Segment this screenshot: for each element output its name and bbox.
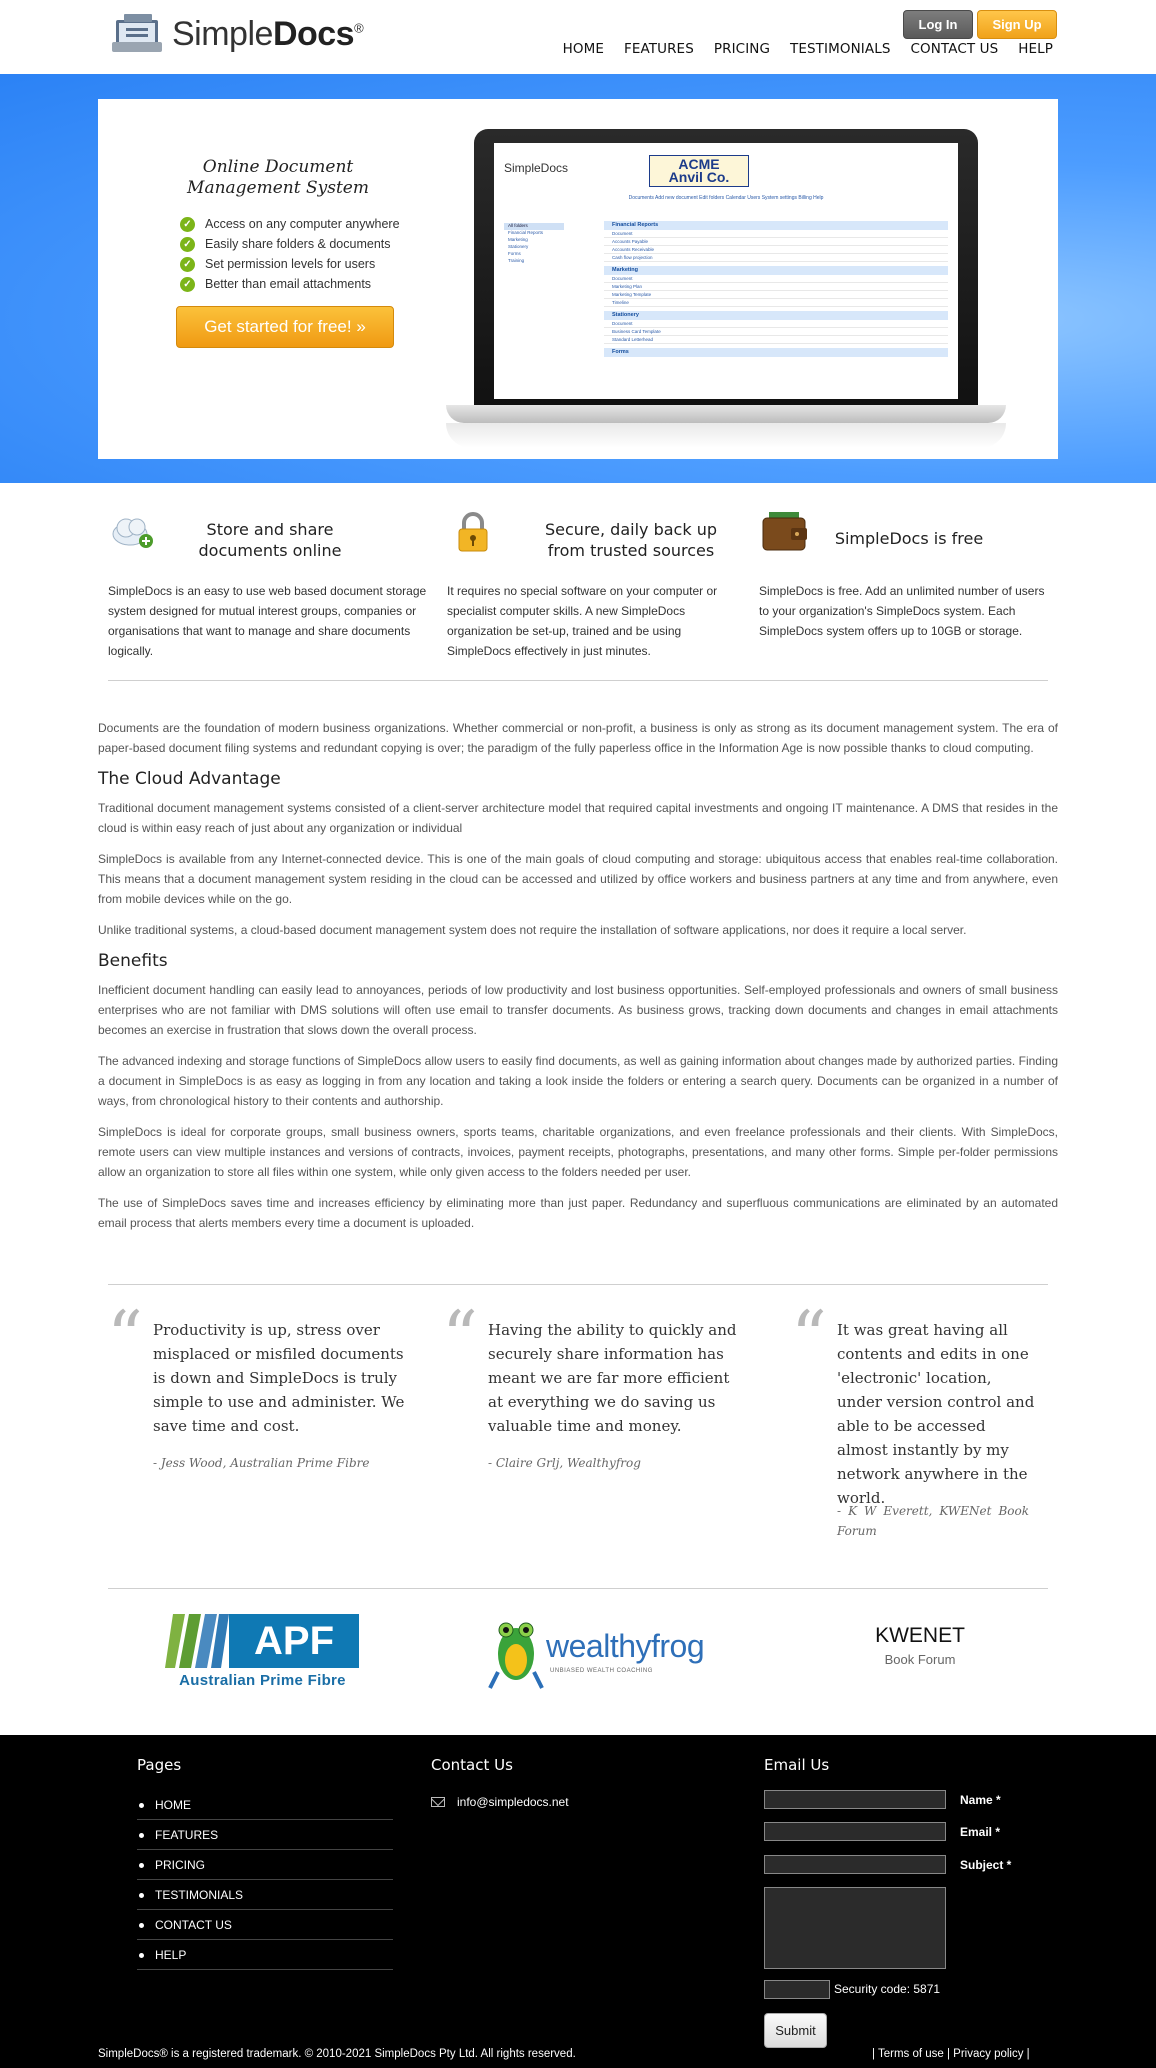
logo-icon bbox=[110, 12, 166, 56]
quote-icon: “ bbox=[791, 1296, 827, 1378]
hero-panel bbox=[98, 99, 1058, 459]
wallet-icon bbox=[761, 510, 809, 554]
nav-pricing[interactable]: PRICING bbox=[713, 41, 771, 57]
screenshot-menu: Documents Add new document Edit folders Calendar Users System settings Billing Help bbox=[628, 195, 824, 201]
hero-bullet: ✓ Set permission levels for users bbox=[180, 254, 400, 274]
hero-banner bbox=[0, 74, 1156, 483]
screenshot-folders: Financial Reports Document Accounts Payable Accounts Receivable Cash flow projection Marketing Document Marketing Plan Marketing Template Timeline Stationery Document Business Card Template Standard Letterhead Forms bbox=[604, 221, 948, 361]
laptop-base bbox=[446, 405, 1006, 423]
footer-link-testimonials[interactable]: TESTIMONIALS bbox=[137, 1880, 393, 1910]
apf-stripes-icon bbox=[165, 1614, 229, 1668]
check-icon: ✓ bbox=[180, 237, 195, 252]
paragraph: The use of SimpleDocs saves time and increases efficiency by eliminating more than just paper. Redundancy and superfluous communications are eliminated by an automated email process that alerts members every time a document is uploaded. bbox=[98, 1196, 1058, 1230]
kwenet-title: KWENET bbox=[875, 1624, 965, 1647]
laptop-screenshot bbox=[446, 129, 1006, 454]
paragraph: Unlike traditional systems, a cloud-based document management system does not require the installation of software applications, nor does it require a local server. bbox=[98, 923, 967, 937]
laptop-reflection bbox=[446, 423, 1006, 448]
submit-button[interactable]: Submit bbox=[764, 2013, 827, 2048]
logo-text: SimpleDocs® bbox=[172, 14, 364, 53]
testimonial-text: It was great having all contents and edits in one 'electronic' location, under version control and able to be accessed almost instantly by my network anywhere in the world. bbox=[837, 1321, 1035, 1507]
login-button[interactable]: Log In bbox=[903, 10, 973, 39]
testimonial-text: Productivity is up, stress over misplaced or misfiled documents is down and SimpleDocs is truly simple to use and administer. We save time and cost. bbox=[153, 1321, 405, 1435]
get-started-button[interactable]: Get started for free! » bbox=[176, 306, 394, 348]
check-icon: ✓ bbox=[180, 277, 195, 292]
hero-feature-list bbox=[180, 214, 400, 294]
quote-icon: “ bbox=[107, 1296, 143, 1378]
wealthyfrog-wordmark: wealthyfrog bbox=[546, 1628, 705, 1664]
testimonial-text: Having the ability to quickly and securely share information has meant we are far more efficient at everything we do saving us valuable time and money. bbox=[488, 1321, 737, 1435]
footer-link-contact-us[interactable]: CONTACT US bbox=[137, 1910, 393, 1940]
copyright: SimpleDocs® is a registered trademark. © 2010-2021 SimpleDocs Pty Ltd. All rights reserved. bbox=[98, 2048, 576, 2060]
paragraph: Traditional document management systems consisted of a client-server architecture model that required capital investments and ongoing IT maintenance. A DMS that resides in the cloud is within easy reach of just about any organization or individual bbox=[98, 801, 1058, 835]
divider bbox=[108, 1284, 1048, 1285]
footer-link-help[interactable]: HELP bbox=[137, 1940, 393, 1970]
lock-icon bbox=[453, 510, 493, 554]
apf-subtitle: Australian Prime Fibre bbox=[179, 1672, 346, 1689]
paragraph: SimpleDocs is available from any Internet-connected device. This is one of the main goals of cloud computing and storage: ubiquitous access that enables real-time collaboration. This means that a document management system residing in the cloud can be accessed and utilized by office workers and business partners at any time and from anywhere, even from mobile devices while on the go. bbox=[98, 852, 1058, 906]
hero-title: Online Document Management System bbox=[187, 157, 369, 198]
subject-label: Subject * bbox=[960, 1858, 1012, 1872]
screenshot-sidebar: All folders Financial Reports Marketing Stationery Forms Training bbox=[504, 223, 564, 265]
heading-cloud-advantage: The Cloud Advantage bbox=[98, 769, 281, 789]
wealthyfrog-logo bbox=[488, 1612, 728, 1692]
acme-logo: ACME Anvil Co. bbox=[649, 155, 749, 187]
heading-benefits: Benefits bbox=[98, 951, 168, 971]
paragraph: SimpleDocs is ideal for corporate groups, small business owners, sports teams, charitable organizations, and even freelance professionals and their clients. With SimpleDocs, remote users can view multiple instances and versions of contracts, invoices, payment receipts, photographs, presentations, and many other forms. Simple per-folder permissions allow an organization to store all files within one system, while only given access to the folders needed per user. bbox=[98, 1125, 1058, 1179]
hero-bullet: ✓ Easily share folders & documents bbox=[180, 234, 400, 254]
article-content bbox=[98, 718, 1058, 1244]
cloud-icon bbox=[110, 510, 156, 552]
feature-title: SimpleDocs is free bbox=[834, 529, 984, 548]
site-footer bbox=[0, 1735, 1156, 2068]
kwenet-logo bbox=[860, 1624, 980, 1667]
screenshot-logo: SimpleDocs bbox=[504, 161, 569, 175]
email-label: Email * bbox=[960, 1825, 1001, 1839]
auth-buttons bbox=[903, 10, 1057, 39]
apf-box: APF bbox=[229, 1614, 359, 1668]
hero-bullet: ✓ Access on any computer anywhere bbox=[180, 214, 400, 234]
name-label: Name * bbox=[960, 1793, 1001, 1807]
footer-pages-heading: Pages bbox=[137, 1756, 182, 1774]
check-icon: ✓ bbox=[180, 257, 195, 272]
footer-email-link[interactable]: info@simpledocs.net bbox=[431, 1795, 569, 1809]
footer-link-pricing[interactable]: PRICING bbox=[137, 1850, 393, 1880]
wealthyfrog-tagline: UNBIASED WEALTH COACHING bbox=[550, 1668, 653, 1674]
testimonial-author: - K W Everett, KWENet Book Forum bbox=[837, 1504, 1029, 1538]
email-field[interactable] bbox=[764, 1822, 946, 1841]
divider bbox=[108, 680, 1048, 681]
footer-contact-heading: Contact Us bbox=[431, 1756, 513, 1774]
footer-link-features[interactable]: FEATURES bbox=[137, 1820, 393, 1850]
quote-icon: “ bbox=[442, 1296, 478, 1378]
subject-field[interactable] bbox=[764, 1855, 946, 1874]
paragraph: Inefficient document handling can easily lead to annoyances, periods of low productivity and lost business opportunities. Self-employed professionals and owners of small business enterprises who are not familiar with DMS solutions will often use email to transfer documents. As business grows, tracking down documents and changes in email attachments becomes an exercise in frustration that slows down the overall process. bbox=[98, 983, 1058, 1037]
footer-pages-list bbox=[137, 1790, 393, 1970]
nav-help[interactable]: HELP bbox=[1018, 41, 1053, 57]
name-field[interactable] bbox=[764, 1790, 946, 1809]
envelope-icon bbox=[431, 1797, 445, 1807]
site-header bbox=[0, 0, 1156, 74]
feature-title: Store and share documents online bbox=[198, 520, 342, 560]
feature-body: SimpleDocs is free. Add an unlimited number of users to your organization's SimpleDocs system. Each SimpleDocs system offers up to 10GB or storage. bbox=[759, 584, 1045, 638]
testimonial-author: - Jess Wood, Australian Prime Fibre bbox=[153, 1456, 370, 1470]
message-textarea[interactable] bbox=[764, 1887, 946, 1969]
kwenet-subtitle: Book Forum bbox=[884, 1652, 956, 1667]
logo[interactable] bbox=[110, 12, 363, 56]
nav-features[interactable]: FEATURES bbox=[623, 41, 694, 57]
feature-body: It requires no special software on your computer or specialist computer skills. A new SimpleDocs organization be set-up, trained and be using SimpleDocs effectively in just minutes. bbox=[447, 584, 718, 658]
footer-email-heading: Email Us bbox=[764, 1756, 830, 1774]
nav-testimonials[interactable]: TESTIMONIALS bbox=[790, 41, 891, 57]
laptop-lid bbox=[474, 129, 978, 407]
check-icon: ✓ bbox=[180, 217, 195, 232]
security-code-field[interactable] bbox=[764, 1980, 830, 1999]
signup-button[interactable]: Sign Up bbox=[977, 10, 1057, 39]
security-code-label: Security code: 5871 bbox=[834, 1982, 941, 1996]
feature-body: SimpleDocs is an easy to use web based document storage system designed for mutual interest groups, companies or organisations that want to manage and share documents logically. bbox=[108, 584, 427, 658]
hero-bullet: ✓ Better than email attachments bbox=[180, 274, 400, 294]
feature-title: Secure, daily back up from trusted sources bbox=[545, 520, 717, 560]
frog-icon bbox=[488, 1612, 546, 1690]
footer-link-home[interactable]: HOME bbox=[137, 1790, 393, 1820]
paragraph: The advanced indexing and storage functions of SimpleDocs allow users to easily find documents, as well as gaining information about changes made by authorized parties. Finding a document in SimpleDocs is as easy as logging in from any location and taking a look inside the folders or entering a search query. Documents can be organized in a number of ways, from chronological history to their contents and authorship. bbox=[98, 1054, 1058, 1108]
divider bbox=[108, 1588, 1048, 1589]
testimonial-author: - Claire Grlj, Wealthyfrog bbox=[488, 1456, 641, 1470]
main-nav bbox=[543, 41, 1053, 57]
legal-links[interactable]: | Terms of use | Privacy policy | bbox=[872, 2048, 1030, 2060]
nav-home[interactable]: HOME bbox=[562, 41, 604, 57]
apf-logo bbox=[165, 1614, 360, 1690]
nav-contact-us[interactable]: CONTACT US bbox=[910, 41, 999, 57]
paragraph: Documents are the foundation of modern business organizations. Whether commercial or non-profit, a business is only as strong as its document management system. The era of paper-based document filing systems and redundant copying is over; the paradigm of the fully paperless office in the Information Age is now possible thanks to cloud computing. bbox=[98, 721, 1058, 755]
app-screenshot bbox=[494, 143, 958, 399]
